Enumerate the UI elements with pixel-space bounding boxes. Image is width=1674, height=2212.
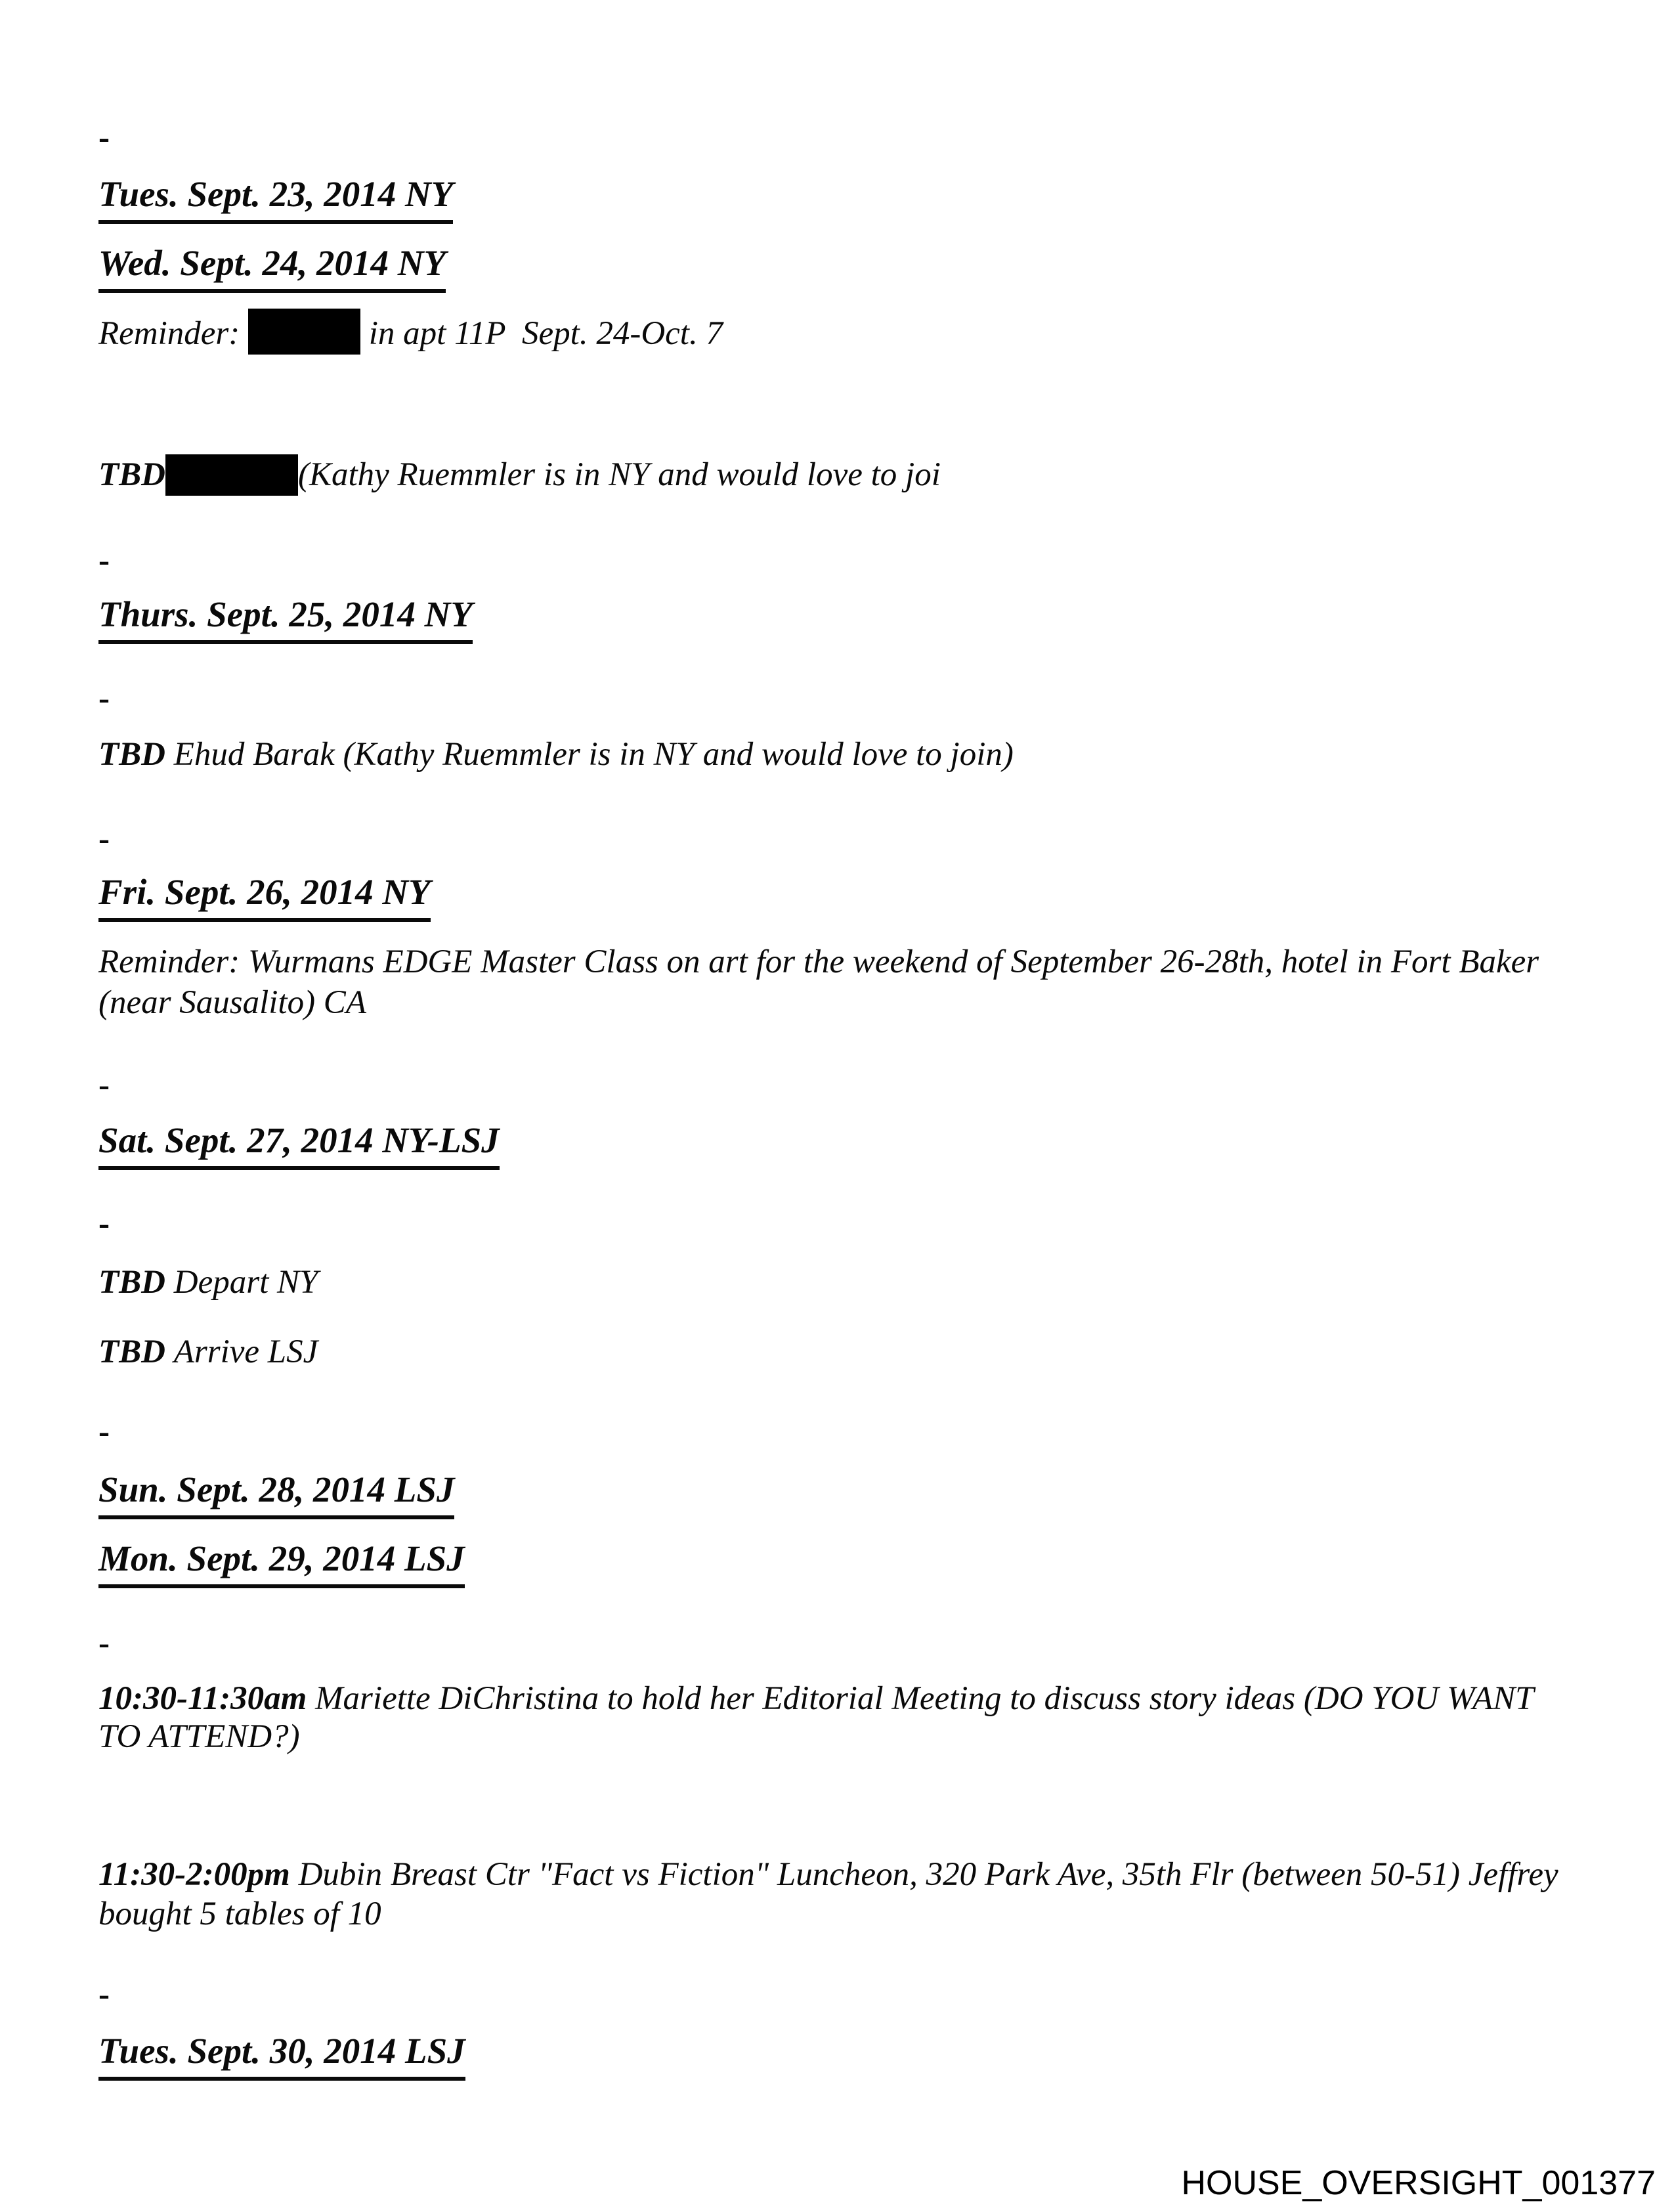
date-heading [98, 245, 446, 281]
entry-time-label: TBD [98, 456, 165, 493]
date-heading-text: Sun. Sept. 28, 2014 LSJ [98, 1469, 454, 1519]
schedule-entry-line [98, 986, 366, 1020]
redaction-box [165, 454, 298, 496]
entry-time-label: TBD [98, 736, 174, 773]
date-heading-text: Tues. Sept. 23, 2014 NY [98, 174, 453, 224]
redaction-box [248, 309, 360, 355]
entry-text: (near Sausalito) CA [98, 984, 366, 1021]
date-heading [98, 176, 453, 212]
schedule-entry-line [98, 454, 941, 496]
separator-dash: - [98, 1414, 110, 1450]
separator-dash: - [98, 119, 110, 156]
entry-time-label: 10:30-11:30am [98, 1680, 307, 1717]
separator-dash: - [98, 1205, 110, 1242]
separator-dash: - [98, 1067, 110, 1104]
separator-dash: - [98, 680, 110, 717]
entry-text: Reminder: Wurmans EDGE Master Class on art for the weekend of September 26-28th, hotel in Fort Baker [98, 943, 1539, 980]
bates-number: HOUSE_OVERSIGHT_001377 [1181, 2164, 1656, 2202]
schedule-entry-line [98, 1266, 318, 1299]
separator-dash: - [98, 821, 110, 857]
entry-time-label: 11:30-2:00pm [98, 1856, 290, 1893]
date-heading [98, 874, 431, 910]
date-heading-text: Fri. Sept. 26, 2014 NY [98, 872, 431, 922]
entry-text: TO ATTEND?) [98, 1718, 300, 1755]
date-heading-text: Wed. Sept. 24, 2014 NY [98, 243, 446, 293]
date-heading [98, 1540, 465, 1576]
date-heading-text: Thurs. Sept. 25, 2014 NY [98, 594, 473, 644]
separator-dash: - [98, 1976, 110, 2013]
date-heading-text: Tues. Sept. 30, 2014 LSJ [98, 2031, 465, 2081]
entry-text: Arrive LSJ [173, 1334, 318, 1370]
entry-time-label: TBD [98, 1264, 174, 1301]
entry-time-label: TBD [98, 1334, 174, 1370]
entry-text: Dubin Breast Ctr "Fact vs Fiction" Luncheon, 320 Park Ave, 35th Flr (between 50-51) Jeffrey [290, 1856, 1558, 1893]
schedule-entry-line [98, 738, 1014, 771]
schedule-entry-line [98, 945, 1539, 979]
date-heading-text: Mon. Sept. 29, 2014 LSJ [98, 1538, 465, 1588]
separator-dash: - [98, 1625, 110, 1662]
entry-text: in apt 11P Sept. 24-Oct. 7 [360, 315, 723, 352]
entry-text: Ehud Barak (Kathy Ruemmler is in NY and would love to join) [173, 736, 1014, 773]
date-heading [98, 1122, 500, 1158]
date-heading [98, 596, 473, 632]
entry-text: Mariette DiChristina to hold her Editorial Meeting to discuss story ideas (DO YOU WANT [307, 1680, 1534, 1717]
entry-text: bought 5 tables of 10 [98, 1896, 381, 1932]
schedule-entry-line [98, 1682, 1534, 1716]
entry-text: Depart NY [173, 1264, 318, 1301]
schedule-entry-line [98, 1335, 318, 1369]
schedule-entry-line [98, 309, 723, 355]
date-heading [98, 1471, 454, 1507]
date-heading [98, 2033, 465, 2069]
date-heading-text: Sat. Sept. 27, 2014 NY-LSJ [98, 1120, 500, 1170]
separator-dash: - [98, 542, 110, 579]
entry-text: (Kathy Ruemmler is in NY and would love to joi [298, 456, 941, 493]
schedule-entry-line [98, 1898, 381, 1931]
entry-text: Reminder: [98, 315, 249, 352]
schedule-entry-line [98, 1858, 1558, 1892]
schedule-entry-line [98, 1720, 300, 1754]
